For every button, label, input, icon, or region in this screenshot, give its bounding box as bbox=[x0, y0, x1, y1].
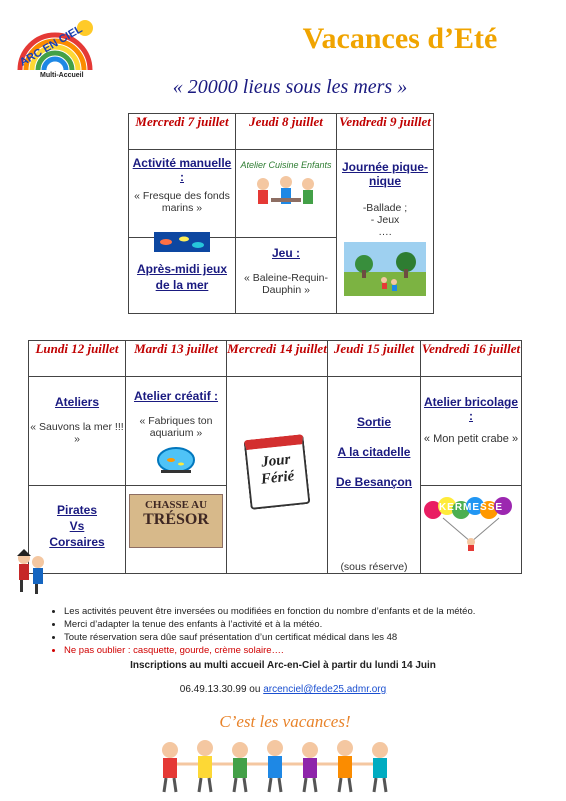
activity-title: Corsaires bbox=[49, 534, 105, 549]
activity-desc: « Fabriques ton aquarium » bbox=[139, 415, 213, 439]
activity-title: Atelier bricolage : bbox=[423, 395, 519, 423]
logo-subtext: Multi-Accueil bbox=[40, 72, 84, 79]
info-item: • Merci d’adapter la tenue des enfants à l’activité et à la météo. bbox=[64, 619, 564, 630]
cooking-image-label: Atelier Cuisine Enfants bbox=[240, 160, 332, 170]
aquarium-image bbox=[155, 445, 197, 473]
activity-title: Atelier créatif : bbox=[133, 389, 219, 403]
sea-fresco-image bbox=[154, 232, 210, 252]
tue13-afternoon-cell bbox=[126, 485, 227, 573]
activity-desc: « Mon petit crabe » bbox=[423, 433, 519, 445]
activity-title: Ateliers bbox=[54, 395, 100, 409]
week1-table bbox=[128, 113, 434, 314]
day-header: Mercredi 7 juillet bbox=[129, 114, 236, 150]
activity-desc: …. bbox=[378, 226, 392, 238]
phone-number: 06.49.13.30.99 bbox=[179, 684, 247, 695]
kermesse-image bbox=[423, 492, 519, 552]
inscriptions-text: Inscriptions au multi accueil Arc-en-Ciel à partir du lundi 14 Juin bbox=[130, 660, 436, 671]
activity-title: A la citadelle bbox=[337, 445, 411, 459]
arc-en-ciel-logo bbox=[10, 10, 100, 90]
calendar-text: Jour bbox=[260, 451, 292, 471]
mon12-morning-cell bbox=[29, 377, 126, 486]
contact-or: ou bbox=[249, 684, 261, 695]
day-header: Vendredi 9 juillet bbox=[337, 114, 434, 150]
activity-title: Journée pique-nique bbox=[341, 160, 428, 188]
treasure-hunt-image bbox=[129, 494, 223, 548]
treasure-text: CHASSE AU bbox=[144, 498, 208, 511]
day-header: Jeudi 8 juillet bbox=[236, 114, 337, 150]
activity-note: (sous réserve) bbox=[340, 561, 408, 573]
wed14-cell bbox=[227, 377, 328, 574]
day-header: Mardi 13 juillet bbox=[126, 341, 227, 377]
day-header: Jeudi 15 juillet bbox=[328, 341, 421, 377]
day-header: Vendredi 16 juillet bbox=[421, 341, 522, 377]
activity-desc: « Fresque des fonds marins » bbox=[134, 190, 230, 214]
day-header: Mercredi 14 juillet bbox=[227, 341, 328, 377]
contact-line bbox=[0, 684, 566, 695]
fri16-afternoon-cell bbox=[421, 485, 522, 573]
kermesse-text: KERMESSE bbox=[438, 501, 504, 513]
page-subtitle: « 20000 lieus sous les mers » bbox=[172, 76, 408, 98]
logo-text: ARC EN CIEL bbox=[17, 23, 85, 69]
activity-desc: - Jeux bbox=[370, 214, 400, 226]
activity-desc: « Baleine-Requin-Dauphin » bbox=[243, 272, 329, 296]
thu8-morning-cell bbox=[236, 150, 337, 238]
thu15-cell bbox=[328, 377, 421, 574]
thu8-afternoon-cell bbox=[236, 238, 337, 314]
week2-table bbox=[28, 340, 522, 574]
activity-title: Pirates bbox=[56, 502, 98, 517]
activity-title: Vs bbox=[69, 518, 85, 533]
wed7-morning-cell bbox=[129, 150, 236, 238]
info-item: • Les activités peuvent être inversées ou modifiées en fonction du nombre d’enfants et de la météo. bbox=[64, 606, 564, 617]
activity-desc: -Ballade ; bbox=[362, 202, 408, 214]
tue13-morning-cell bbox=[126, 377, 227, 486]
email-link[interactable]: arcenciel@fede25.admr.org bbox=[263, 684, 387, 695]
activity-title: Jeu : bbox=[271, 246, 300, 260]
picnic-image bbox=[344, 242, 426, 296]
fri9-cell bbox=[337, 150, 434, 314]
activity-title: Après-midi jeux de la mer bbox=[136, 262, 228, 292]
info-item-warning: • Ne pas oublier : casquette, gourde, crème solaire…. bbox=[64, 645, 564, 656]
pirates-image bbox=[14, 546, 48, 596]
treasure-text: TRÉSOR bbox=[143, 510, 209, 528]
info-list bbox=[48, 606, 564, 658]
footer-slogan: C’est les vacances! bbox=[219, 712, 351, 731]
wed7-afternoon-cell bbox=[129, 238, 236, 314]
public-holiday-image bbox=[244, 434, 311, 510]
fri16-morning-cell bbox=[421, 377, 522, 486]
cooking-image bbox=[251, 172, 321, 208]
info-item: • Toute réservation sera dûe sauf présentation d’un certificat médical dans les 48 bbox=[64, 632, 564, 643]
day-header: Lundi 12 juillet bbox=[29, 341, 126, 377]
page-title: Vacances d’Eté bbox=[302, 22, 498, 55]
activity-title: De Besançon bbox=[335, 475, 413, 489]
activity-desc: « Sauvons la mer !!! » bbox=[30, 421, 124, 445]
children-image bbox=[150, 736, 420, 796]
calendar-text: Férié bbox=[260, 468, 296, 488]
activity-title: Activité manuelle : bbox=[132, 156, 232, 184]
activity-title: Sortie bbox=[356, 415, 391, 429]
